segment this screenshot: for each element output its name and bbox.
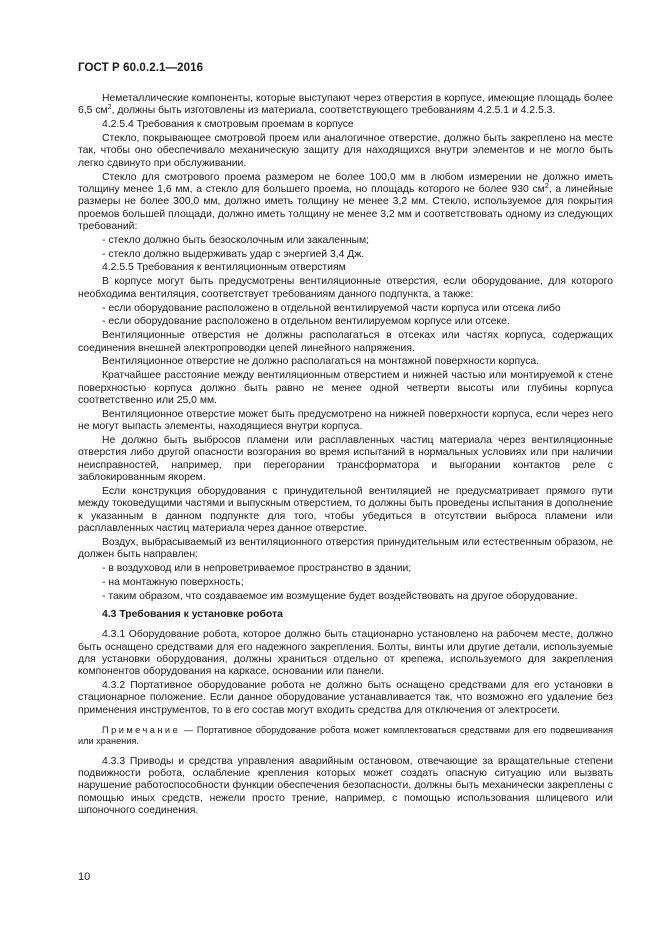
paragraph: Стекло, покрывающее смотровой проем или аналогичное отверстие, должно быть закреплено на месте так, чтобы оно обеспечивало механическую защиту для находящихся внутри элементов и не могло быть легко сдвинуто при обслуживании. — [78, 133, 613, 169]
paragraph — [78, 93, 613, 118]
paragraph: 4.3.3 Приводы и средства управления аварийным остановом, отвечающие за вращательные степени подвижности робота, ослабление крепления которых может создать опасную ситуацию или вызвать нарушение работоспособности функции обеспечения безопасности, должны быть механически закреплены с помощью иных средств, нежели просто трение, например, с помощью использования шлицевого или шпоночного соединения. — [78, 755, 613, 816]
paragraph-text: Стекло для смотрового проема размером не более 100,0 мм в любом измерении не должно иметь толщину менее 1,6 мм, а стекло для большего проема, но площадь которого не более 930 см — [78, 171, 613, 195]
list-item: - если оборудование расположено в отдельной вентилируемой части корпуса или отсека либо — [102, 302, 561, 314]
superscript: 2 — [107, 104, 112, 112]
paragraph: Кратчайшее расстояние между вентиляционным отверстием и нижней частью или монтируемой к стене поверхностью корпуса должно быть равно не менее одной четверти высоты или глубины корпуса соответственно или 25,0 мм. — [78, 370, 613, 406]
document-header: ГОСТ Р 60.0.2.1—2016 — [78, 62, 204, 74]
paragraph: 4.3.2 Портативное оборудование робота не должно быть оснащено средствами для его установки в стационарное положение. Если данное оборудование устанавливается так, что возможно его удаление без применения инструментов, то в его состав могут входить средства для отключения от электросети. — [78, 680, 613, 716]
document-body — [78, 93, 613, 819]
paragraph — [78, 172, 613, 234]
note — [78, 725, 613, 747]
subsection-heading: 4.2.5.5 Требования к вентиляционным отверстиям — [102, 262, 346, 274]
list-item: - таким образом, что создаваемое им возмущение будет воздействовать на другое оборудование. — [102, 590, 578, 602]
paragraph: Вентиляционное отверстие не должно располагаться на монтажной поверхности корпуса. — [102, 356, 540, 368]
paragraph: Вентиляционные отверстия не должны располагаться в отсеках или частях корпуса, содержащих соединения внешней электропроводки цепей линейного напряжения. — [78, 330, 613, 354]
list-item: - если оборудование расположено в отдельном вентилируемом корпусе или отсеке. — [102, 316, 510, 328]
subsection-heading: 4.2.5.4 Требования к смотровым проемам в корпусе — [102, 119, 354, 131]
paragraph: Если конструкция оборудования с принудительной вентиляцией не предусматривает прямого пути между токоведущими частями и выпускным отверстием, то должны быть проведены испытания в дополнение к указанным в данном подпункте для того, чтобы убедиться в отсутствии выброса пламени или расплавленных частиц материала через данное отверстие. — [78, 485, 613, 534]
paragraph: Вентиляционное отверстие может быть предусмотрено на нижней поверхности корпуса, если через него не могут выпасть элементы, находящиеся внутри корпуса. — [78, 408, 613, 433]
list-item: - стекло должно выдерживать удар с энергией 3,4 Дж. — [102, 248, 365, 260]
section-heading: 4.3 Требования к установке робота — [102, 608, 283, 620]
list-item: - на монтажную поверхность; — [102, 576, 244, 588]
paragraph-text: , должны быть изготовлены из материала, соответствующего требованиям 4.2.5.1 и 4.2.5.3. — [111, 105, 556, 117]
list-item: - в воздуховод или в непроветриваемое пространство в здании; — [102, 562, 412, 574]
note-text: — Портативное оборудование робота может комплектоваться средствами для его подвешивания или хранения. — [78, 725, 613, 747]
list-item: - стекло должно быть безосколочным или закаленным; — [102, 234, 370, 246]
page-number: 10 — [78, 871, 91, 883]
paragraph: 4.3.1 Оборудование робота, которое должно быть стационарно установлено на рабочем месте, должно быть оснащено средствами для его надежного закрепления. Болты, винты или другие детали, используемые для установки оборудования, должны храниться отдельно от крепежа, используемого для закрепления компонентов оборудования на каркасе, основании или панели. — [78, 629, 613, 678]
paragraph: Не должно быть выбросов пламени или расплавленных частиц материала через вентиляционные отверстия либо другой опасности возгорания во время испытаний в нормальных условиях или при наличии неисправностей, например, при перегорании трансформатора и выгорании контактов реле с заблокированным якорем. — [78, 434, 613, 483]
paragraph: В корпусе могут быть предусмотрены вентиляционные отверстия, если оборудование, для которого необходима вентиляция, соответствует требованиям данного подпункта, а также: — [78, 276, 613, 300]
note-label: Примечание — [102, 725, 181, 736]
superscript: 2 — [544, 182, 549, 190]
paragraph: Воздух, выбрасываемый из вентиляционного отверстия принудительным или естественным образом, не должен быть направлен: — [78, 536, 613, 561]
paragraph-text: Неметаллические компоненты, которые выступают через отверстия в корпусе, имеющие площадь более 6,5 см — [78, 93, 613, 117]
paragraph-text: , а линейные размеры не более 300,0 мм, должно иметь толщину не менее 3,2 мм. Стекло, используемое для покрытия проемов большей площади, должно иметь толщину не менее 3,2 мм и соответствовать одному из следующих требований: — [78, 183, 613, 232]
